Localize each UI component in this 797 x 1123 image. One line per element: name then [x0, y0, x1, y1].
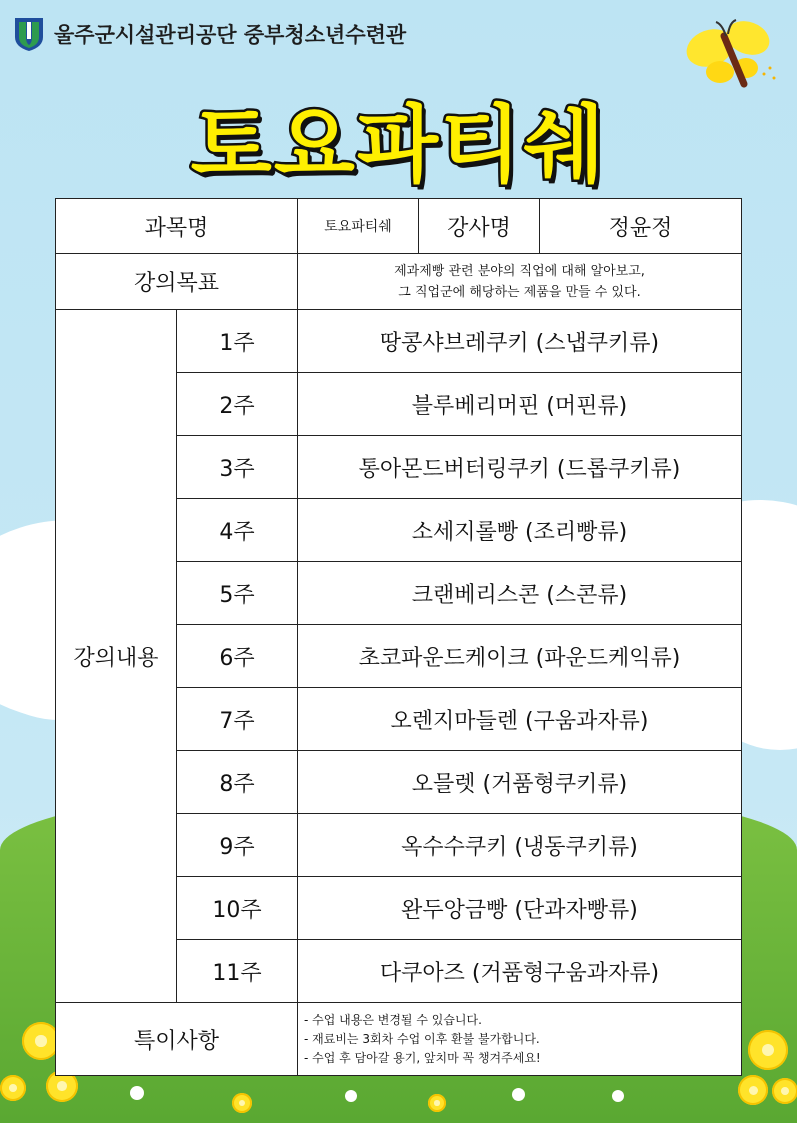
flower-white-4: [612, 1090, 624, 1102]
week-course: 소세지롤빵 (조리빵류): [298, 499, 742, 562]
objective-text: [298, 254, 742, 310]
instructor-value: 정윤정: [540, 199, 742, 254]
content-label: 강의내용: [56, 310, 177, 1003]
page-title: 토요파티쉐: [190, 96, 607, 194]
week-course: 오믈렛 (거품형쿠키류): [298, 751, 742, 814]
week-label: 1주: [177, 310, 298, 373]
flower-yellow-4: [748, 1030, 788, 1070]
header: [12, 14, 406, 54]
flower-yellow-6: [772, 1078, 797, 1104]
flower-yellow-3: [0, 1075, 26, 1101]
week-course: 블루베리머핀 (머핀류): [298, 373, 742, 436]
objective-line-1: 제과제빵 관련 분야의 직업에 대해 알아보고,: [394, 263, 645, 279]
week-label: 6주: [177, 625, 298, 688]
week-course: 오렌지마들렌 (구움과자류): [298, 688, 742, 751]
objective-label: 강의목표: [56, 254, 298, 310]
flower-white-2: [345, 1090, 357, 1102]
week-course: 크랜베리스콘 (스콘류): [298, 562, 742, 625]
week-course: 완두앙금빵 (단과자빵류): [298, 877, 742, 940]
week-course: 다쿠아즈 (거품형구움과자류): [298, 940, 742, 1003]
week-course: 초코파운드케이크 (파운드케익류): [298, 625, 742, 688]
note-line: - 수업 내용은 변경될 수 있습니다.: [304, 1012, 482, 1027]
flower-white-1: [130, 1086, 144, 1100]
note-line: - 재료비는 3회차 수업 이후 환불 불가합니다.: [304, 1031, 540, 1046]
week-label: 5주: [177, 562, 298, 625]
subject-value: 토요파티쉐: [298, 199, 419, 254]
objective-line-2: 그 직업군에 해당하는 제품을 만들 수 있다.: [398, 284, 641, 300]
notes-label: 특이사항: [56, 1003, 298, 1076]
week-course: 통아몬드버터링쿠키 (드롭쿠키류): [298, 436, 742, 499]
week-label: 4주: [177, 499, 298, 562]
week-label: 10주: [177, 877, 298, 940]
week-row-1: [56, 310, 742, 373]
flower-yellow-5: [738, 1075, 768, 1105]
instructor-label: 강사명: [419, 199, 540, 254]
subject-label: 과목명: [56, 199, 298, 254]
flower-yellow-7: [232, 1093, 252, 1113]
week-label: 11주: [177, 940, 298, 1003]
week-label: 8주: [177, 751, 298, 814]
course-table: [55, 198, 742, 1076]
notes-text: [298, 1003, 742, 1076]
week-course: 땅콩샤브레쿠키 (스냅쿠키류): [298, 310, 742, 373]
objective-row: [56, 254, 742, 310]
notes-row: [56, 1003, 742, 1076]
week-label: 7주: [177, 688, 298, 751]
shield-logo-icon: [12, 15, 46, 53]
week-label: 2주: [177, 373, 298, 436]
flower-yellow-8: [428, 1094, 446, 1112]
week-label: 3주: [177, 436, 298, 499]
org-name: 울주군시설관리공단 중부청소년수련관: [54, 23, 407, 47]
flower-white-3: [512, 1088, 525, 1101]
week-label: 9주: [177, 814, 298, 877]
note-line: - 수업 후 담아갈 용기, 앞치마 꼭 챙겨주세요!: [304, 1050, 541, 1065]
subject-row: [56, 199, 742, 254]
week-course: 옥수수쿠키 (냉동쿠키류): [298, 814, 742, 877]
